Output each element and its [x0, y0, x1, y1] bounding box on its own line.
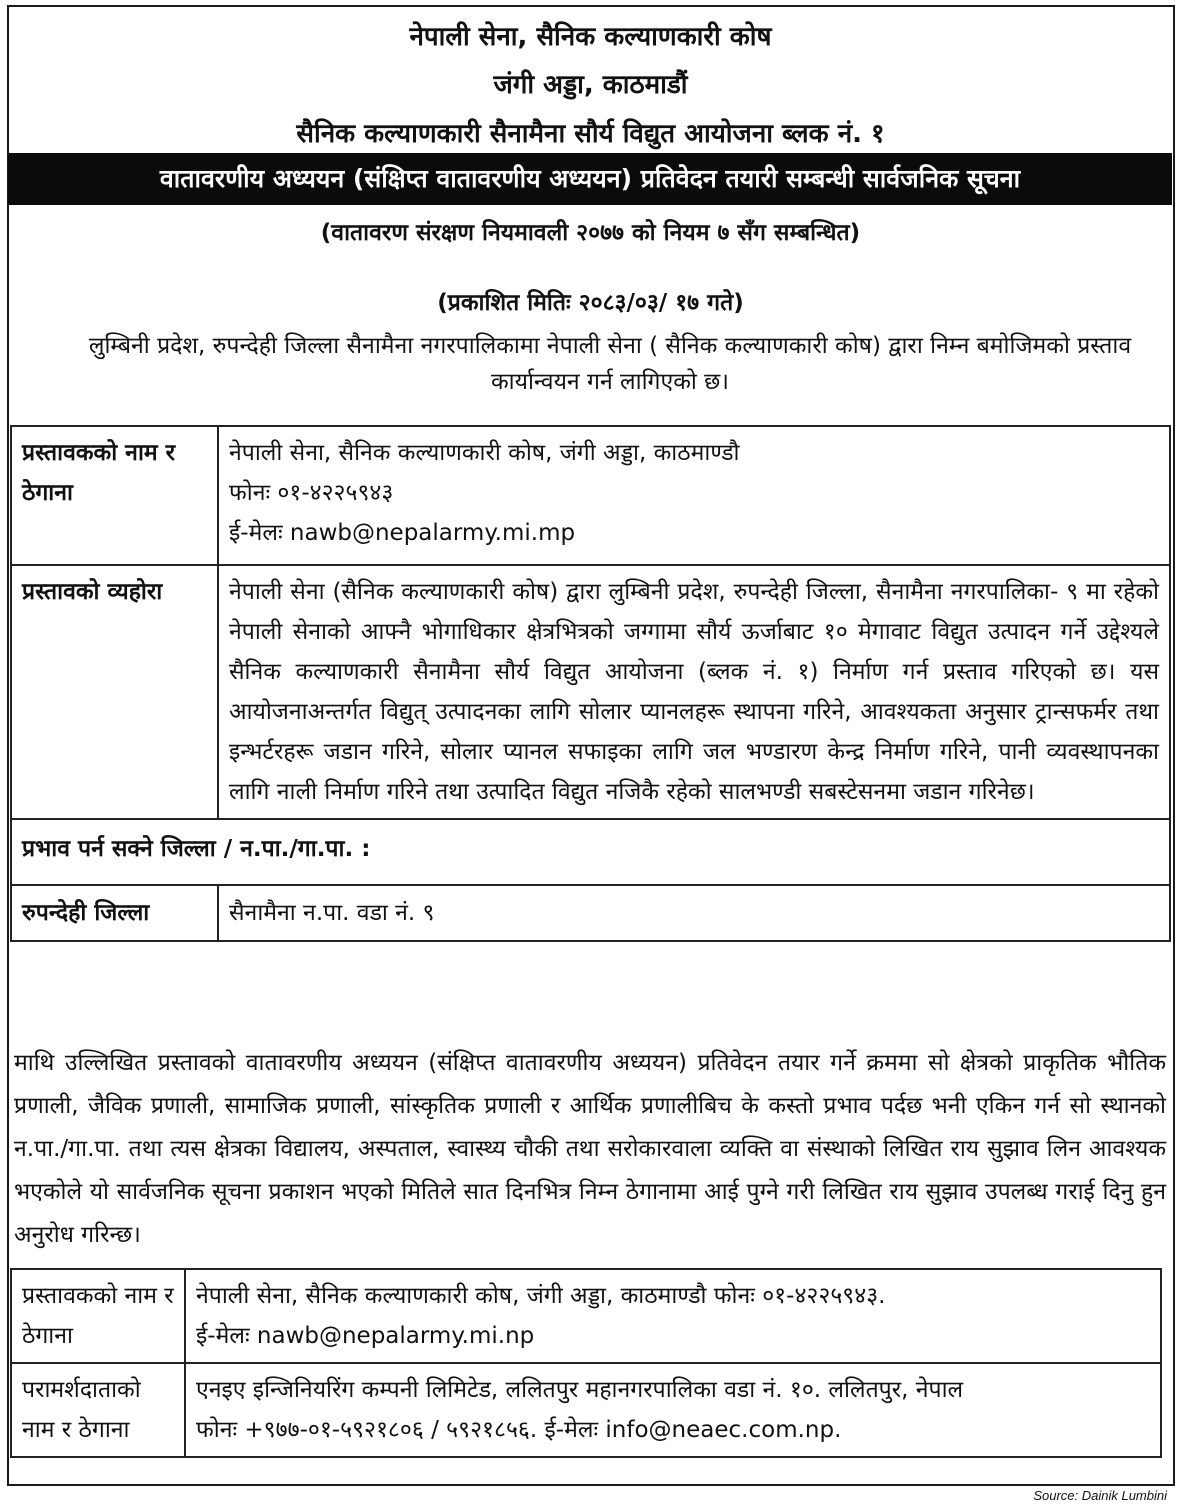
table-row: [11, 1363, 1161, 1457]
district-label: रुपन्देही जिल्ला: [11, 885, 218, 941]
proponent-contact-line-2: ई-मेलः nawb@nepalarmy.mi.np: [196, 1323, 535, 1349]
consultant-value: [185, 1363, 1161, 1457]
proposal-label: प्रस्तावको व्यहोरा: [11, 565, 218, 819]
proponent-contact-value: [185, 1269, 1161, 1363]
proponent-name: नेपाली सेना, सैनिक कल्याणकारी कोष, जंगी अड्डा, काठमाण्डौ: [229, 440, 740, 466]
contact-table: [10, 1268, 1162, 1458]
intro-paragraph: लुम्बिनी प्रदेश, रुपन्देही जिल्ला सैनामैना नगरपालिकामा नेपाली सेना ( सैनिक कल्याणकारी कोष) द्वारा निम्न बमोजिमको प्रस्ताव कार्यान्वयन गर्न लागिएको छ।: [88, 333, 1132, 395]
proposal-table: [10, 425, 1171, 942]
table-row: [11, 426, 1170, 565]
table-row: [11, 885, 1170, 941]
body-paragraph: माथि उल्लिखित प्रस्तावको वातावरणीय अध्ययन (संक्षिप्त वातावरणीय अध्ययन) प्रतिवेदन तयार गर्ने क्रममा सो क्षेत्रको प्राकृतिक भौतिक प्रणाली, जैविक प्रणाली, सामाजिक प्रणाली, सांस्कृतिक प्रणाली र आर्थिक प्रणालीबिच के कस्तो प्रभाव पर्दछ भनी एकिन गर्न सो स्थानको न.पा./गा.पा. तथा त्यस क्षेत्रका विद्यालय, अस्पताल, स्वास्थ्य चौकी तथा सरोकारवाला व्यक्ति वा संस्थाको लिखित राय सुझाव लिन आवश्यक भएकोले यो सार्वजनिक सूचना प्रकाशन भएको मितिले सात दिनभित्र निम्न ठेगानामा आई पुग्ने गरी लिखित राय सुझाव उपलब्ध गराई दिनु हुन अनुरोध गरिन्छ।: [14, 1050, 1166, 1248]
proponent-contact-label: प्रस्तावकको नाम र ठेगाना: [11, 1269, 185, 1363]
proponent-phone: फोनः ०१-४२२५९४३: [229, 480, 394, 506]
table-row: [11, 1269, 1161, 1363]
consultant-line-2: फोनः +९७७-०१-५९२१८०६ / ५९२१८५६. ई-मेलः info@neaec.com.np.: [196, 1417, 842, 1443]
notice-banner: वातावरणीय अध्ययन (संक्षिप्त वातावरणीय अध्ययन) प्रतिवेदन तयारी सम्बन्धी सार्वजनिक सूचना: [8, 153, 1172, 205]
district-value: सैनामैना न.पा. वडा नं. ९: [218, 885, 1170, 941]
proponent-contact-line-1: नेपाली सेना, सैनिक कल्याणकारी कोष, जंगी अड्डा, काठमाण्डौ फोनः ०१-४२२५९४३.: [196, 1283, 886, 1309]
proponent-label: प्रस्तावकको नाम र ठेगाना: [11, 426, 218, 565]
proponent-email: ई-मेलः nawb@nepalarmy.mi.mp: [229, 520, 576, 546]
header-line-3: सैनिक कल्याणकारी सैनामैना सौर्य विद्युत आयोजना ब्लक नं. १: [296, 119, 885, 149]
table-row: [11, 819, 1170, 885]
header-line-2: जंगी अड्डा, काठमाडौं: [493, 70, 688, 100]
subtitle: (वातावरण संरक्षण नियमावली २०७७ को नियम ७ सँग सम्बन्धित): [320, 220, 861, 246]
consultant-line-1: एनइए इन्जिनियरिंग कम्पनी लिमिटेड, ललितपुर महानगरपालिका वडा नं. १०. ललितपुर, नेपाल: [196, 1377, 964, 1403]
proposal-description: नेपाली सेना (सैनिक कल्याणकारी कोष) द्वारा लुम्बिनी प्रदेश, रुपन्देही जिल्ला, सैनामैना नगरपालिका- ९ मा रहेको नेपाली सेनाको आफ्नै भोगाधिकार क्षेत्रभित्रको जग्गामा सौर्य ऊर्जाबाट १० मेगावाट विद्युत उत्पादन गर्ने उद्देश्यले सैनिक कल्याणकारी सैनामैना सौर्य विद्युत आयोजना (ब्लक नं. १) निर्माण गर्न प्रस्ताव गरिएको छ। यस आयोजनाअन्तर्गत विद्युत् उत्पादनका लागि सोलार प्यानलहरू स्थापना गरिने, आवश्यकता अनुसार ट्रान्सफर्मर तथा इन्भर्टरहरू जडान गरिने, सोलार प्यानल सफाइका लागि जल भण्डारण केन्द्र निर्माण गरिने, पानी व्यवस्थापनका लागि नाली निर्माण गरिने तथा उत्पादित विद्युत नजिकै रहेको सालभण्डी सबस्टेसनमा जडान गरिनेछ।: [218, 565, 1170, 819]
table-row: [11, 565, 1170, 819]
header-line-1: नेपाली सेना, सैनिक कल्याणकारी कोष: [409, 22, 772, 52]
source-credit: Source: Dainik Lumbini: [1033, 1488, 1167, 1503]
published-date: (प्रकाशित मितिः २०८३/०३/ १७ गते): [437, 290, 744, 316]
affected-area-label: प्रभाव पर्न सक्ने जिल्ला / न.पा./गा.पा. :: [11, 819, 1170, 885]
proponent-value: [218, 426, 1170, 565]
consultant-label: परामर्शदाताको नाम र ठेगाना: [11, 1363, 185, 1457]
